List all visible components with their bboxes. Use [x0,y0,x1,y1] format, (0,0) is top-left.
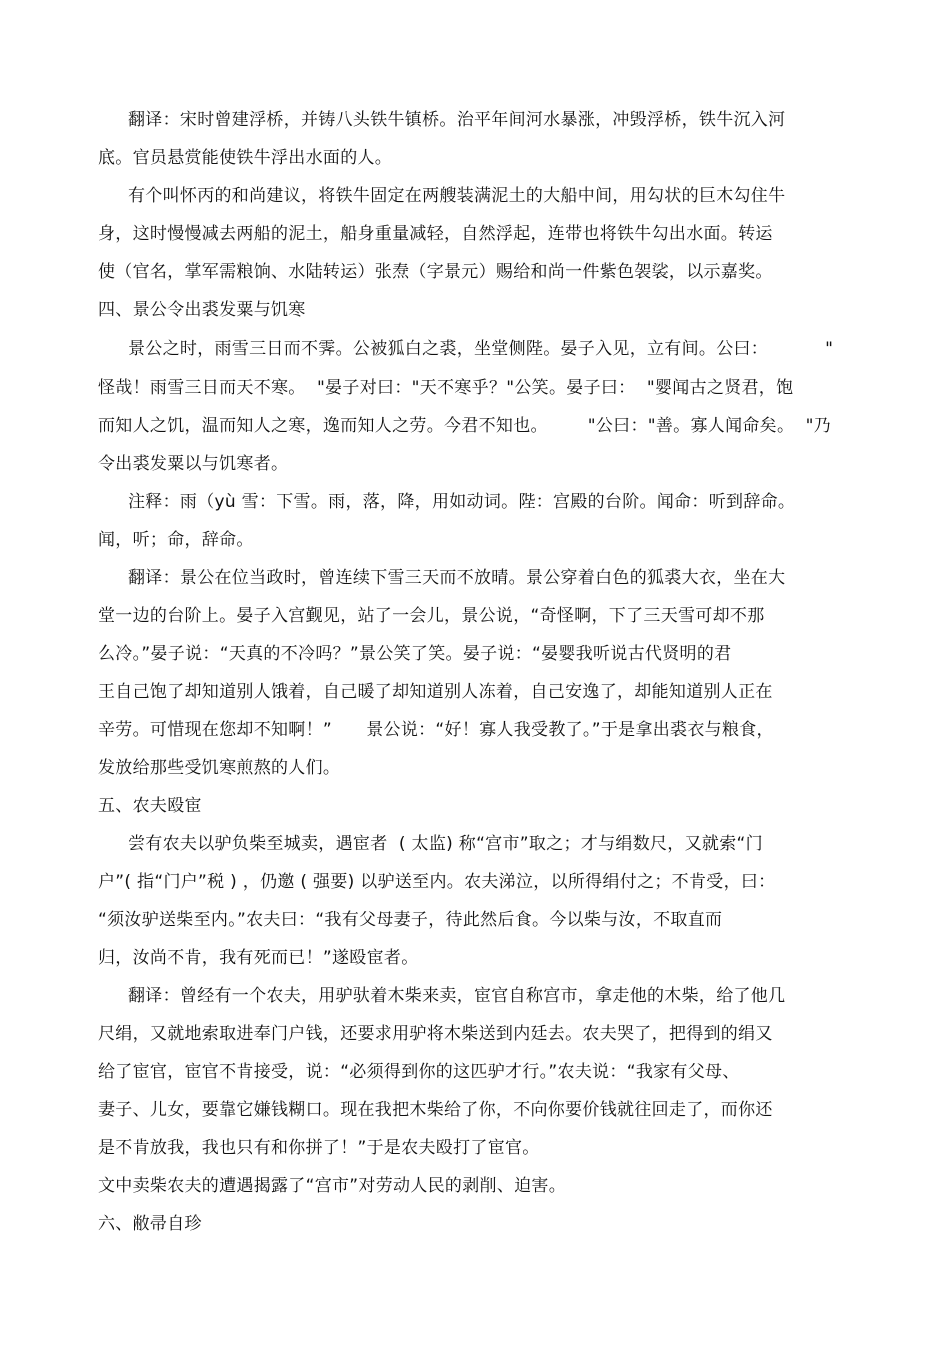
text-line: 归，汝尚不肯，我有死而已！”遂殴宦者。 [98,948,419,968]
text-line: 文中卖柴农夫的遭遇揭露了“宫市”对劳动人民的剥削、迫害。 [98,1176,567,1196]
text-line: 身，这时慢慢减去两船的泥土，船身重量减轻，自然浮起，连带也将铁牛勾出水面。转运 [98,224,773,244]
text-line: 翻译：曾经有一个农夫，用驴驮着木柴来卖，宦官自称宫市，拿走他的木柴，给了他几 [128,986,786,1006]
text-line: 么冷。”晏子说：“天真的不冷吗？”景公笑了笑。晏子说：“晏婴我听说古代贤明的君 [98,644,732,664]
section-heading: 四、景公令出裘发粟与饥寒 [98,300,306,320]
text-line: 妻子、儿女，要靠它嫌钱糊口。现在我把木柴给了你，不向你要价钱就往回走了，而你还 [98,1100,773,1120]
text-line: 有个叫怀丙的和尚建议，将铁牛固定在两艘装满泥土的大船中间，用勾状的巨木勾住牛 [128,186,786,206]
text-line: 是不肯放我，我也只有和你拼了！”于是农夫殴打了宦官。 [98,1138,540,1158]
text-line: 翻译：宋时曾建浮桥，并铸八头铁牛镇桥。治平年间河水暴涨，冲毁浮桥，铁牛沉入河 [128,110,786,130]
text-line: 令出裘发粟以与饥寒者。 [98,454,289,474]
section-heading: 五、农夫殴宦 [98,796,202,816]
section-heading: 六、敝帚自珍 [98,1214,202,1234]
text-line: “须汝驴送柴至内。”农夫曰：“我有父母妻子，待此然后食。今以柴与汝，不取直而 [98,910,723,930]
text-line: 王自己饱了却知道别人饿着，自己暖了却知道别人冻着，自己安逸了，却能知道别人正在 [98,682,773,702]
text-line: 辛劳。可惜现在您却不知啊！” 景公说：“好！寡人我受教了。”于是拿出裘衣与粮食， [98,720,774,740]
text-line: 闻，听；命，辞命。 [98,530,254,550]
text-line: 堂一边的台阶上。晏子入宫觐见，站了一会儿，景公说，“奇怪啊，下了三天雪可却不那 [98,606,765,626]
text-line: 底。官员悬赏能使铁牛浮出水面的人。 [98,148,393,168]
text-line: 尝有农夫以驴负柴至城卖，遇宦者 ( 太监) 称“宫市”取之；才与绢数尺，又就索“门 [128,834,763,854]
text-line: 户”( 指“门户”税 ) ，仍邀 ( 强要) 以驴送至内。农夫涕泣，以所得绢付之；不肯受，曰： [98,872,776,892]
text-line: 尺绢，又就地索取进奉门户钱，还要求用驴将木柴送到内廷去。农夫哭了，把得到的绢又 [98,1024,773,1044]
text-line: 使（官名，掌军需粮饷、水陆转运）张焘（字景元）赐给和尚一件紫色袈裟，以示嘉奖。 [98,262,773,282]
text-line: 而知人之饥，温而知人之寒，逸而知人之劳。今君不知也。 "公曰："善。寡人闻命矣。 "乃 [98,416,832,436]
text-line: 景公之时，雨雪三日而不霁。公被狐白之裘，坐堂侧陛。晏子入见，立有间。公曰： " [128,339,834,359]
text-line: 翻译：景公在位当政时，曾连续下雪三天而不放晴。景公穿着白色的狐裘大衣，坐在大 [128,568,786,588]
text-line: 怪哉！雨雪三日而天不寒。 "晏子对曰："天不寒乎？"公笑。晏子曰： "婴闻古之贤君，饱 [98,378,794,398]
text-line: 给了宦官，宦官不肯接受，说：“必须得到你的这匹驴才行。”农夫说：“我家有父母、 [98,1062,740,1082]
text-line: 注释：雨（yù 雪：下雪。雨，落，降，用如动词。陛：宫殿的台阶。闻命：听到辞命。 [128,492,796,512]
text-line: 发放给那些受饥寒煎熬的人们。 [98,758,341,778]
